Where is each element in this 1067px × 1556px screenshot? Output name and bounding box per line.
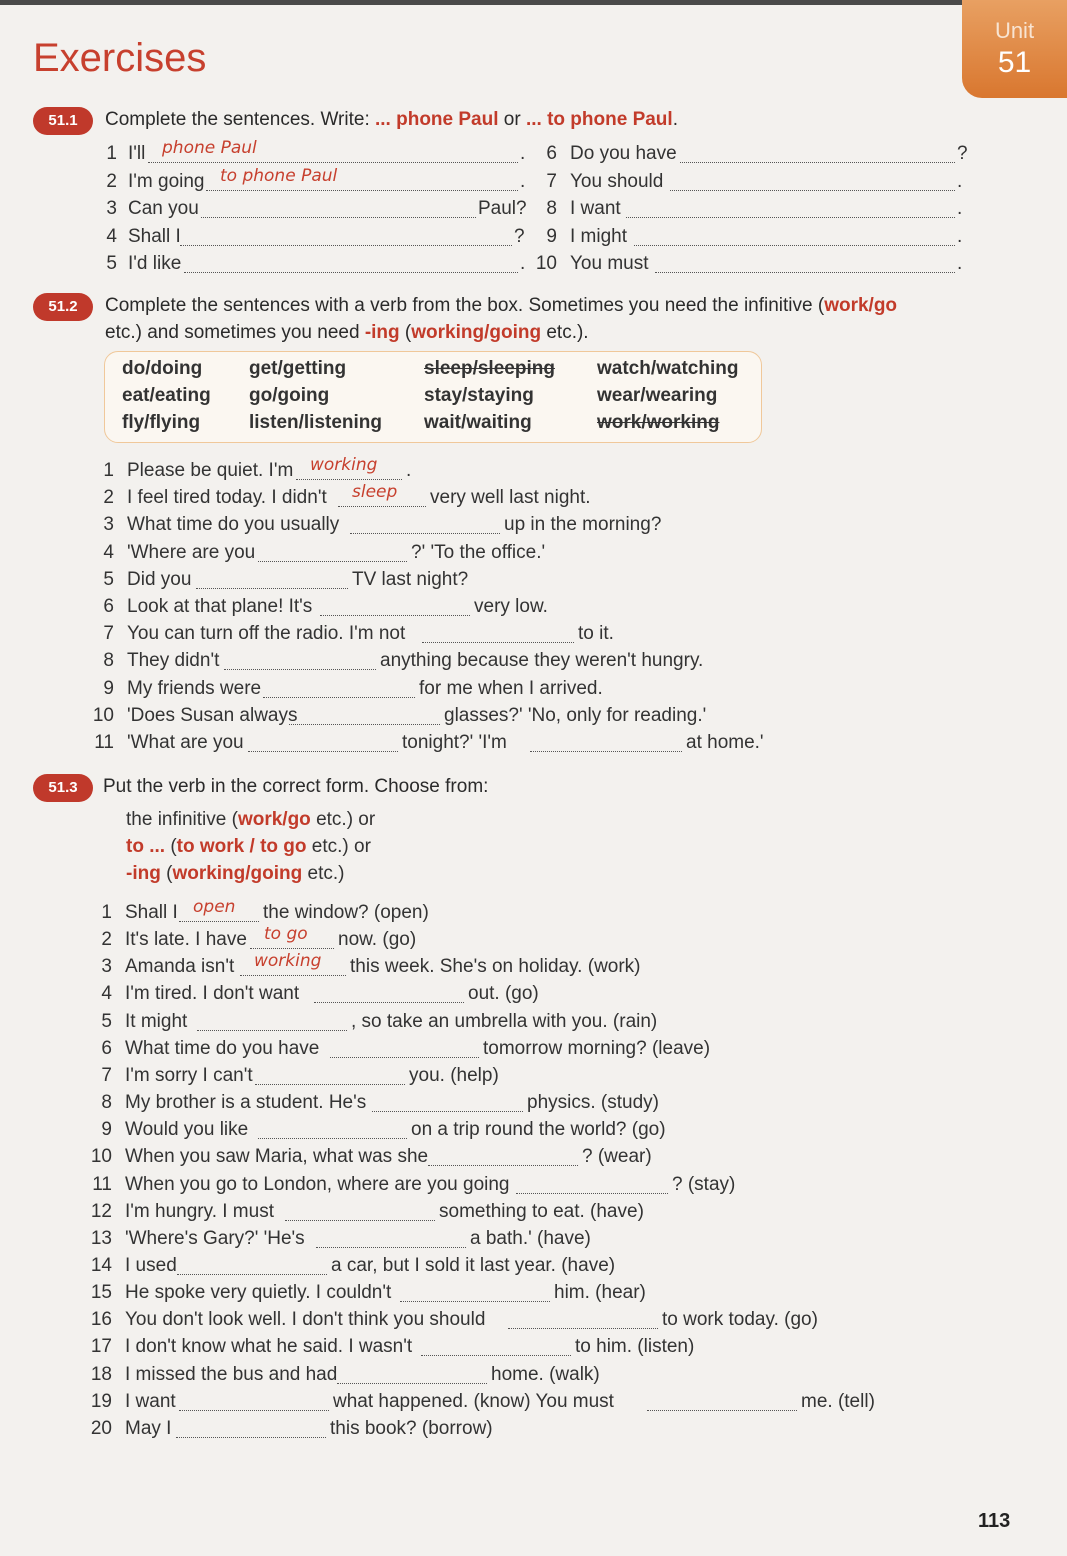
- item-text: Can you: [128, 198, 199, 219]
- exercise-51-3-instruction: Put the verb in the correct form. Choose from:: [103, 776, 489, 797]
- answer-blank[interactable]: [179, 1390, 329, 1411]
- item-number: 9: [101, 1119, 112, 1141]
- item-text: at home.': [686, 732, 764, 753]
- box-verb: watch/watching: [597, 358, 739, 379]
- item-text: to him. (listen): [575, 1336, 695, 1358]
- item-text: to it.: [578, 623, 614, 645]
- answer-blank[interactable]: [177, 1254, 327, 1275]
- item-number: 2: [103, 487, 114, 509]
- answer-text: working: [254, 951, 322, 972]
- page-title: Exercises: [33, 36, 207, 80]
- item-text: , so take an umbrella with you. (rain): [351, 1010, 658, 1032]
- item-text: a bath.' (have): [470, 1227, 591, 1249]
- item-text: I'm sorry I can't: [125, 1064, 253, 1086]
- item-text: What time do you usually: [127, 514, 340, 536]
- item-number: 5: [106, 253, 117, 274]
- item-text: My brother is a student. He's: [125, 1092, 367, 1114]
- answer-blank[interactable]: [289, 704, 440, 725]
- answer-text: open: [193, 897, 236, 917]
- item-number: 3: [101, 956, 112, 978]
- answer-blank[interactable]: [647, 1390, 797, 1411]
- item-text: I'm going: [128, 170, 205, 192]
- option-ing: -ing (working/going etc.): [126, 863, 345, 884]
- item-text: him. (hear): [554, 1282, 646, 1304]
- answer-blank[interactable]: [516, 1173, 668, 1194]
- answer-blank[interactable]: [180, 225, 512, 246]
- item-number: 19: [90, 1390, 112, 1412]
- item-number: 10: [90, 1146, 112, 1168]
- answer-text: to phone Paul: [220, 165, 338, 186]
- option-infinitive: the infinitive (work/go etc.) or: [126, 809, 376, 830]
- item-text: You don't look well. I don't think you should: [125, 1309, 486, 1331]
- item-text: ? (stay): [672, 1173, 736, 1195]
- answer-blank[interactable]: [634, 225, 955, 246]
- item-number: 10: [535, 253, 557, 274]
- answer-blank[interactable]: [422, 622, 574, 643]
- item-text: Amanda isn't: [125, 956, 235, 978]
- item-number: 7: [546, 170, 557, 192]
- item-number: 9: [103, 677, 114, 699]
- exercise-badge-51-1: 51.1: [33, 107, 93, 135]
- item-number: 7: [101, 1064, 112, 1086]
- item-text: a car, but I sold it last year. (have): [331, 1254, 616, 1276]
- item-text: Please be quiet. I'm: [127, 460, 294, 481]
- item-number: 3: [103, 514, 114, 536]
- item-number: 2: [106, 170, 117, 192]
- item-number: 8: [103, 650, 114, 672]
- item-text: 'What are you: [127, 732, 244, 753]
- item-text: I feel tired today. I didn't: [127, 487, 327, 509]
- item-text: .: [957, 198, 963, 219]
- answer-blank[interactable]: [530, 731, 682, 752]
- item-number: 3: [106, 198, 117, 219]
- item-text: You should: [570, 170, 664, 192]
- item-text: Did you: [127, 568, 192, 590]
- item-text: .: [957, 225, 963, 247]
- item-text: this book? (borrow): [330, 1417, 493, 1439]
- item-number: 5: [103, 568, 114, 590]
- item-text: TV last night?: [352, 568, 469, 590]
- item-text: very low.: [474, 596, 548, 617]
- item-text: what happened. (know) You must: [333, 1390, 614, 1412]
- item-text: .: [406, 460, 412, 481]
- item-text: I'll: [128, 143, 146, 164]
- item-number: 10: [92, 704, 114, 726]
- option-to-infinitive: to ... (to work / to go etc.) or: [126, 836, 371, 857]
- item-text: When you go to London, where are you going: [125, 1173, 510, 1195]
- exercise-badge-51-3: 51.3: [33, 774, 93, 802]
- item-text: ?' 'To the office.': [411, 541, 546, 563]
- item-number: 2: [101, 929, 112, 951]
- box-verb: eat/eating: [122, 385, 211, 406]
- item-text: you. (help): [409, 1064, 499, 1086]
- item-number: 6: [546, 143, 557, 164]
- item-number: 8: [101, 1092, 112, 1114]
- box-verb: wait/waiting: [424, 412, 532, 433]
- box-verb: work/working: [597, 412, 720, 433]
- answer-blank[interactable]: [255, 1064, 405, 1085]
- item-number: 12: [90, 1200, 112, 1222]
- item-number: 1: [103, 460, 114, 481]
- item-text: out. (go): [468, 983, 539, 1005]
- item-text: ?: [514, 225, 525, 247]
- item-text: .: [520, 253, 526, 274]
- item-number: 13: [90, 1227, 112, 1249]
- item-text: tonight?' 'I'm: [402, 732, 507, 753]
- item-number: 14: [90, 1254, 112, 1276]
- item-text: 'Does Susan always: [127, 704, 298, 726]
- item-number: 17: [90, 1336, 112, 1358]
- item-text: physics. (study): [527, 1092, 659, 1114]
- item-number: 5: [101, 1010, 112, 1032]
- item-text: .: [957, 253, 963, 274]
- item-text: .: [957, 170, 963, 192]
- item-number: 9: [546, 225, 557, 247]
- answer-blank[interactable]: [320, 595, 470, 616]
- answer-blank[interactable]: [285, 1200, 435, 1221]
- answer-text: to go: [264, 924, 308, 945]
- page-number: 113: [978, 1510, 1011, 1532]
- item-number: 18: [90, 1363, 112, 1385]
- box-verb: go/going: [249, 385, 330, 406]
- item-text: the window? (open): [263, 902, 429, 923]
- box-verb: stay/staying: [424, 385, 534, 406]
- item-number: 4: [106, 225, 117, 247]
- answer-blank[interactable]: [421, 1335, 571, 1356]
- box-verb: get/getting: [249, 358, 347, 379]
- item-text: home. (walk): [491, 1363, 600, 1385]
- exercise-51-1-instruction: Complete the sentences. Write: ... phone Paul or ... to phone Paul.: [105, 109, 678, 130]
- item-text: Shall I: [128, 225, 181, 247]
- unit-label: Unit: [994, 18, 1035, 43]
- item-number: 15: [90, 1282, 112, 1304]
- item-text: to work today. (go): [662, 1309, 818, 1331]
- answer-blank[interactable]: [350, 513, 500, 534]
- item-text: Do you have: [570, 143, 677, 164]
- answer-blank[interactable]: [330, 1037, 479, 1058]
- item-text: very well last night.: [430, 487, 591, 509]
- answer-blank[interactable]: [176, 1417, 326, 1438]
- item-text: My friends were: [127, 677, 262, 699]
- item-text: It's late. I have: [125, 929, 247, 951]
- item-number: 8: [546, 198, 557, 219]
- answer-blank[interactable]: [316, 1227, 466, 1248]
- item-text: You must: [570, 253, 649, 274]
- item-text: tomorrow morning? (leave): [483, 1037, 711, 1059]
- item-text: May I: [125, 1417, 172, 1439]
- item-text: You can turn off the radio. I'm not: [127, 623, 406, 645]
- item-text: I'd like: [128, 253, 182, 274]
- item-number: 4: [103, 541, 114, 563]
- item-number: 6: [103, 596, 114, 617]
- answer-blank[interactable]: [400, 1281, 550, 1302]
- answer-blank[interactable]: [201, 197, 476, 218]
- answer-text: phone Paul: [162, 138, 257, 158]
- item-text: up in the morning?: [504, 514, 662, 536]
- box-verb: sleep/sleeping: [424, 358, 555, 379]
- item-number: 1: [106, 143, 117, 164]
- answer-blank[interactable]: [626, 197, 955, 218]
- item-text: He spoke very quietly. I couldn't: [125, 1282, 392, 1304]
- item-number: 4: [101, 983, 112, 1005]
- answer-blank[interactable]: [428, 1145, 578, 1166]
- answer-blank[interactable]: [197, 1010, 347, 1031]
- item-text: I don't know what he said. I wasn't: [125, 1336, 413, 1358]
- item-number: 16: [90, 1309, 112, 1331]
- item-number: 11: [92, 1173, 112, 1195]
- item-text: Paul?: [478, 198, 527, 219]
- answer-blank[interactable]: [184, 252, 518, 273]
- item-number: 1: [101, 902, 112, 923]
- item-number: 7: [103, 623, 114, 645]
- item-text: Shall I: [125, 902, 178, 923]
- answer-blank[interactable]: [224, 649, 376, 670]
- answer-blank[interactable]: [670, 170, 955, 191]
- item-text: this week. She's on holiday. (work): [350, 956, 641, 978]
- item-text: I used: [125, 1254, 177, 1276]
- answer-text: working: [310, 455, 378, 475]
- answer-text: sleep: [352, 482, 398, 503]
- item-text: When you saw Maria, what was she: [125, 1146, 429, 1168]
- item-text: .: [520, 170, 526, 192]
- item-number: 6: [101, 1037, 112, 1059]
- answer-blank[interactable]: [196, 568, 348, 589]
- item-text: on a trip round the world? (go): [411, 1119, 666, 1141]
- exercise-51-2-instruction: Complete the sentences with a verb from the box. Sometimes you need the infinitive (work/go etc.) and sometimes you need -ing (working/going etc.).: [105, 295, 898, 343]
- answer-blank[interactable]: [337, 1363, 487, 1384]
- item-text: Would you like: [125, 1119, 249, 1141]
- answer-blank[interactable]: [258, 1118, 407, 1139]
- unit-number: 51: [997, 46, 1032, 79]
- answer-blank[interactable]: [655, 252, 955, 273]
- item-text: 'Where's Gary?' 'He's: [125, 1227, 305, 1249]
- item-text: What time do you have: [125, 1037, 320, 1059]
- item-text: I want: [570, 198, 621, 219]
- item-text: I missed the bus and had: [125, 1363, 338, 1385]
- item-text: anything because they weren't hungry.: [380, 650, 704, 672]
- answer-blank[interactable]: [680, 142, 955, 163]
- item-text: .: [520, 143, 526, 164]
- answer-blank[interactable]: [372, 1091, 523, 1112]
- answer-blank[interactable]: [258, 541, 407, 562]
- item-number: 20: [90, 1417, 112, 1439]
- box-verb: listen/listening: [249, 412, 383, 433]
- top-edge-bar: [0, 0, 1067, 5]
- item-text: 'Where are you: [127, 541, 256, 563]
- item-text: I might: [570, 225, 628, 247]
- item-text: It might: [125, 1010, 188, 1032]
- answer-blank[interactable]: [508, 1308, 658, 1329]
- box-verb: fly/flying: [122, 412, 201, 433]
- item-text: Look at that plane! It's: [127, 596, 313, 617]
- item-text: something to eat. (have): [439, 1200, 644, 1222]
- item-text: now. (go): [338, 929, 417, 951]
- item-text: I want: [125, 1390, 176, 1412]
- item-number: 11: [94, 732, 114, 753]
- item-text: ?: [957, 143, 968, 164]
- answer-blank[interactable]: [248, 731, 398, 752]
- item-text: I'm tired. I don't want: [125, 983, 300, 1005]
- item-text: They didn't: [127, 650, 220, 672]
- box-verb: do/doing: [122, 358, 203, 379]
- unit-tab: [962, 0, 1067, 98]
- item-text: me. (tell): [801, 1390, 875, 1412]
- item-text: ? (wear): [582, 1146, 652, 1168]
- item-text: I'm hungry. I must: [125, 1200, 274, 1222]
- item-text: glasses?' 'No, only for reading.': [444, 704, 707, 726]
- answer-blank[interactable]: [314, 982, 464, 1003]
- answer-blank[interactable]: [263, 677, 415, 698]
- exercise-badge-51-2: 51.2: [33, 293, 93, 321]
- item-text: for me when I arrived.: [419, 677, 603, 699]
- box-verb: wear/wearing: [597, 385, 718, 406]
